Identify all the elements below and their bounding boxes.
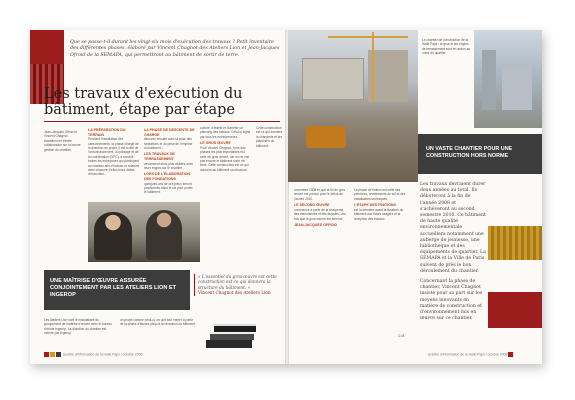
right-page (288, 30, 542, 364)
column-text: Pour Vincent Chagnot, l'une des phases les plus importantes est celle du gros œuvre, car on ne voit pas encore le bâtiment sortir de terre. Cette construction est ce qui donnera au bâtiment sa structure. (200, 145, 250, 172)
column-text: La phase de finition est celle des peintures, revêtements de sol et des installations techniques. (354, 188, 406, 201)
right-column-3 (420, 182, 486, 322)
quote-text: « L'essentiel du gros-œuvre est cette construction est ce qui donnera la structure du bâtiment. » (198, 274, 277, 290)
folio-left (44, 352, 142, 357)
person-figure (146, 210, 182, 260)
column-2 (88, 126, 140, 177)
photo-caption-small: Le chantier de construction de la Halle Pajol : la grue et les engins de terrassement sont en action au cœur du quartier. (422, 38, 471, 56)
caption-banner (418, 134, 542, 174)
section-heading: LA PHASE DE DESCENTE DE CHARGE (144, 128, 195, 137)
column-text: Concernant la phase de chantier, Vincent Chagnot insiste pour sa part sur les moyens innovants en matière de construction et d'environnement mis en œuvre sur ce chantier. (420, 279, 483, 322)
title-rule (44, 121, 280, 122)
folio-text: la lettre d'information de la Halle Pajol / octobre 2008 (428, 352, 508, 357)
person-figure (94, 212, 132, 260)
folio-square (56, 352, 61, 357)
column-5: Cette construction est ce qui donnera la charpente et les planchers du bâtiment. (256, 126, 283, 148)
banner-caption: UN VASTE CHANTIER POUR UNE CONSTRUCTION HORS NORME (426, 146, 513, 159)
folio-square (508, 352, 513, 357)
section-heading: L'ÉTAPE DES FINITIONS (354, 203, 396, 208)
crane-arm (328, 36, 408, 38)
column-text: commence à partir de la charpente, des menuiseries et des façades, une fois que le gros œuvre est terminé. (294, 207, 346, 221)
folio-square (44, 352, 49, 357)
section-heading: LORS DE L'ÉLABORATION DES FONDATIONS (144, 172, 191, 181)
body-text: Les Ateliers Lion sont le mandataire du groupement de maîtrise d'œuvre avec le bureau d'étude Ingerop. La direction du chantier est menée par Ingerop. (44, 318, 112, 336)
folio-text: la lettre d'information de la Halle Pajol / octobre 2008 (62, 352, 143, 357)
towers-photo (474, 30, 542, 128)
red-square-decoration (30, 30, 64, 64)
column-3 (144, 126, 196, 195)
crane-mast (372, 32, 374, 102)
section-heading: LE SECOND ŒUVRE (294, 203, 330, 208)
construction-photo (288, 30, 418, 182)
column-text: est la dernière avant la livraison du bâtiment aux futurs usagers et la réception des travaux. (354, 207, 404, 221)
left-page (30, 30, 286, 364)
photo-caption-box (44, 270, 190, 310)
section-heading: LES TRAVAUX DE TERRASSEMENT (144, 152, 175, 161)
column-text: démarre ensuite avec la pose des fondations et du prise de l'emprise du bâtiment... (144, 137, 193, 150)
body-text: un projet comme celui-ci, on doit tout mener à partir de la phase d'études jusqu'à la réception du bâtiment. (120, 318, 196, 327)
photo-caption: UNE MAÎTRISE D'ŒUVRE ASSURÉE CONJOINTEMENT PAR LES ATELIERS LION ET INGEROP (50, 278, 177, 298)
section-heading: JEAN-JACQUES OFROID (294, 223, 338, 228)
section-heading: LA PRÉPARATION DU TERRAIN (88, 128, 126, 137)
column-text: Les travaux devraient durer deux années au total. Ils débuteront à la fin de l'année 2008 et s'achèveront au second semestre 2010. Ce bâtiment de haute qualité environnementale accueillera notamment une auberge de jeunesse, une bibliothèque et des équipements de quartier. La SEMAPA et la Ville de Paris suivent de près le bon déroulement du chantier. (420, 182, 486, 274)
column-text: culture, d'établir et d'arrêter un planning des travaux. Celui-ci signé par tous les entrepreneurs. (200, 126, 251, 139)
books-illustration (202, 316, 264, 356)
section-heading: LE GROS ŒUVRE (200, 141, 231, 146)
tower-shape (482, 50, 496, 110)
column-text: deviennent alors plus visibles avec leurs engins sur le chantier... (144, 161, 194, 170)
building-shape (302, 58, 364, 100)
side-caption: Jean-Jacques Ofroid et Vincent Chagnot travaillent en étroite collaboration sur la bonne gestion du chantier. (44, 130, 81, 152)
pull-quote (194, 274, 286, 296)
right-column-2 (354, 188, 412, 221)
column-text: Pendant l'installation des cantonnements, la phase chargé de la direction de projet, il est à dire de l'ordonnancement, du pilotage et de la coordination (OPC), a conduit toutes les entreprises qui participent au chantier afin d'évaluer et relancer avec chacune d'elles leurs délais d'exécution... (88, 137, 140, 177)
article-title: Les travaux d'exécution du bâtiment, étape par étape (44, 86, 243, 118)
folio-right (428, 352, 513, 357)
column-text: novembre 2008 et que la fin du gros œuvre est prévue pour le début de l'année 2010. (294, 188, 346, 201)
right-column-1 (294, 188, 350, 228)
excavator-shape (306, 126, 346, 148)
intro-text: Que se passe-t-il durant les vingt-six mois d'exécution des travaux ? Petit inventaire des différentes phases, élaboré par Vincent Chagnot des Ateliers Lion et Jean-Jacques Ofroid de la SEMAPA, qui permettront au bâtiment de sortir de terre. (70, 40, 280, 58)
magazine-spread (30, 30, 542, 364)
tower-shape (502, 66, 532, 110)
red-square-decoration (488, 292, 542, 328)
folio-square (50, 352, 55, 357)
author-initials: C.M. (398, 334, 406, 338)
building-shape (368, 50, 408, 102)
interview-photo (88, 202, 200, 262)
column-4 (200, 126, 252, 172)
gold-strip-decoration (488, 226, 542, 260)
column-text: quelques-uns de ces pieux seront positionnés dans le sol pour porter le bâtiment. (144, 181, 193, 195)
quote-credit: Vincent Chagnot des Ateliers Lion (198, 290, 271, 296)
